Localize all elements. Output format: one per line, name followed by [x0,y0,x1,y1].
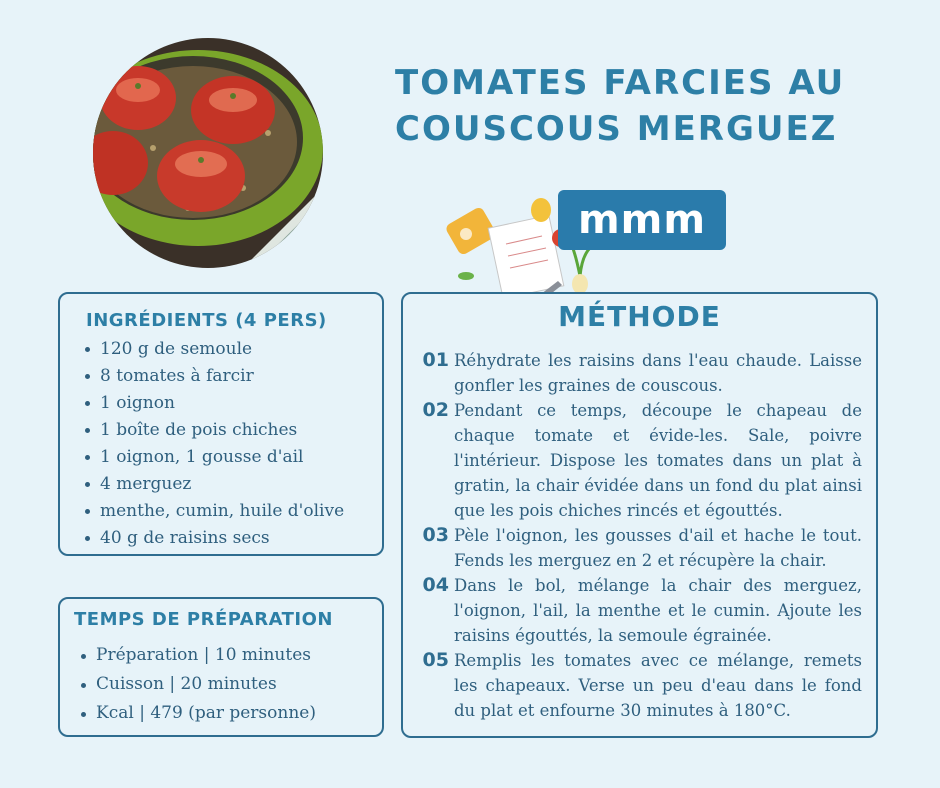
preparation-list [78,641,316,728]
list-item: 4 merguez [82,471,344,498]
preparation-heading: TEMPS DE PRÉPARATION [74,609,333,630]
list-item: Kcal | 479 (par personne) [78,699,316,728]
recipe-title-line-1: TOMATES FARCIES AU [395,63,846,103]
method-step [403,523,876,573]
step-text: Pèle l'oignon, les gousses d'ail et hache le tout. Fends les merguez en 2 et récupère la chair. [454,526,862,570]
step-text: Réhydrate les raisins dans l'eau chaude. Laisse gonfler les graines de couscous. [454,351,862,395]
recipe-photo [93,38,323,268]
step-number: 01 [422,349,449,371]
list-item: 8 tomates à farcir [82,363,344,390]
method-heading: MÉTHODE [558,300,721,333]
list-item: 1 oignon, 1 gousse d'ail [82,444,344,471]
list-item: 1 boîte de pois chiches [82,417,344,444]
method-step [403,573,876,648]
step-text: Pendant ce temps, découpe le chapeau de chaque tomate et évide-les. Sale, poivre l'intérieur. Dispose les tomates dans un plat à gratin, la chair évidée dans un fond du plat ainsi que les pois chiches rincés et égouttés. [454,401,862,520]
method-steps [403,348,876,723]
brand-logo: mmm [558,190,726,250]
list-item: menthe, cumin, huile d'olive [82,498,344,525]
list-item: 1 oignon [82,390,344,417]
method-step [403,348,876,398]
method-step [403,648,876,723]
preparation-time-card [58,597,384,737]
ingredients-heading: INGRÉDIENTS (4 PERS) [86,310,327,331]
list-item: Cuisson | 20 minutes [78,670,316,699]
list-item: 40 g de raisins secs [82,525,344,552]
ingredients-card [58,292,384,556]
step-number: 05 [422,649,449,671]
recipe-title [395,60,865,152]
method-step [403,398,876,523]
step-text: Remplis les tomates avec ce mélange, remets les chapeaux. Verse un peu d'eau dans le fond du plat et enfourne 30 minutes à 180°C. [454,651,862,720]
step-number: 04 [422,574,449,596]
step-number: 02 [422,399,449,421]
step-number: 03 [422,524,449,546]
method-card [401,292,878,738]
step-text: Dans le bol, mélange la chair des merguez, l'oignon, l'ail, la menthe et le cumin. Ajoute les raisins égouttés, la semoule égrainée. [454,576,862,645]
list-item: Préparation | 10 minutes [78,641,316,670]
ingredients-list [82,336,344,552]
recipe-title-line-2: COUSCOUS MERGUEZ [395,109,838,149]
list-item: 120 g de semoule [82,336,344,363]
